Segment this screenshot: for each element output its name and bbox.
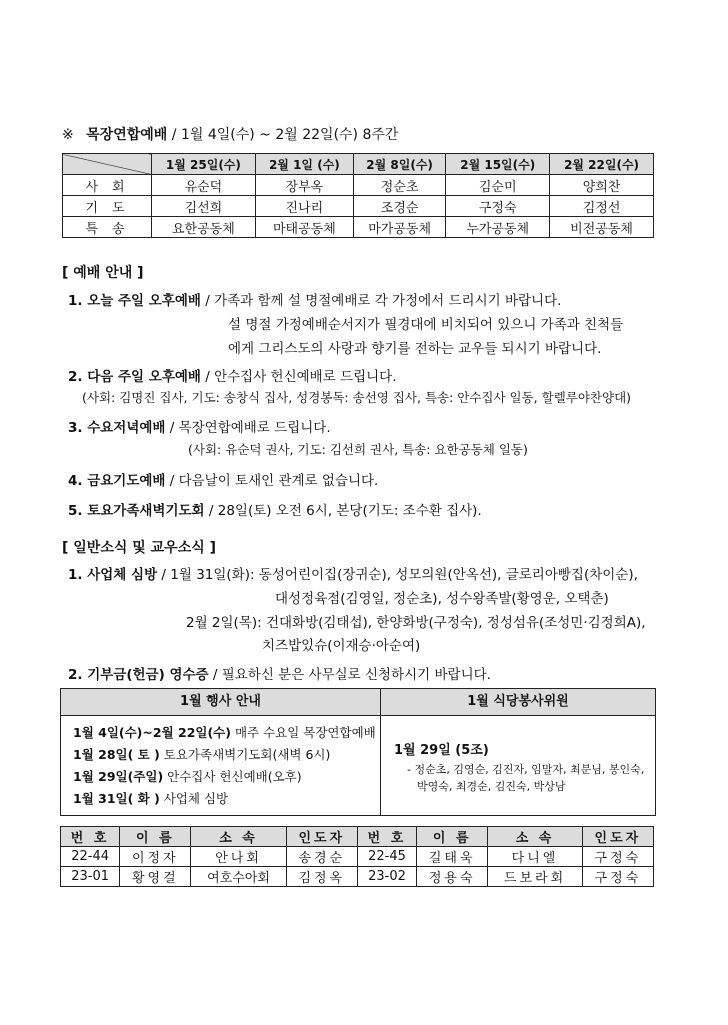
schedule-cell: 장부옥	[255, 175, 353, 196]
events-header: 1월 행사 안내	[61, 689, 380, 716]
roster-header: 인도자	[286, 827, 357, 847]
worship-item-3	[68, 416, 331, 436]
roster-cell: 드보라회	[488, 867, 582, 887]
news-item-1	[68, 563, 638, 583]
event-date: 1월 31일( 화 )	[73, 791, 160, 806]
roster-cell: 정용숙	[417, 867, 488, 887]
kitchen-date: 1월 29일 (5조)	[394, 743, 489, 758]
row-label: 사회	[63, 175, 152, 196]
event-item	[73, 789, 228, 807]
news-item-2-title: 2. 기부금(헌금) 영수증	[68, 667, 209, 683]
roster-cell: 길태욱	[417, 847, 488, 867]
worship-item-3-detail: (사회: 유순덕 권사, 기도: 김선희 권사, 특송: 요한공동체 일동)	[188, 442, 528, 457]
roster-cell: 여호수아회	[191, 867, 286, 887]
date-cell: 2월 8일(수)	[353, 154, 445, 175]
worship-item-3-title: 3. 수요저녁예배	[68, 420, 166, 436]
reference-mark: ※	[62, 127, 74, 143]
worship-item-2-text: / 안수집사 헌신예배로 드립니다.	[200, 369, 397, 385]
row-label: 특송	[63, 217, 152, 238]
row-label: 기도	[63, 196, 152, 217]
schedule-cell: 누가공동체	[446, 217, 550, 238]
events-box	[60, 688, 656, 816]
news-item-1-line2: 대성정육점(김영일, 정순초), 성수왕족발(황영운, 오택춘)	[275, 591, 609, 607]
event-item	[73, 767, 302, 785]
worship-heading: [ 예배 안내 ]	[62, 265, 144, 281]
news-item-2-text: / 필요하신 분은 사무실로 신청하시기 바랍니다.	[208, 667, 491, 683]
schedule-cell: 김선희	[152, 196, 256, 217]
roster-header: 이 름	[417, 827, 488, 847]
roster-cell: 구정숙	[582, 847, 653, 867]
worship-item-1	[68, 289, 561, 309]
event-item	[73, 745, 330, 763]
schedule-subtitle: / 1월 4일(수) ~ 2월 22일(수) 8주간	[167, 127, 399, 143]
roster-row	[61, 847, 654, 867]
worship-item-5-text: / 28일(토) 오전 6시, 본당(기도: 조수환 집사).	[204, 503, 482, 519]
worship-item-4	[68, 469, 378, 489]
roster-cell: 23-01	[61, 867, 120, 887]
event-desc: 안수집사 헌신예배(오후)	[163, 769, 302, 784]
news-heading: [ 일반소식 및 교우소식 ]	[62, 540, 217, 556]
event-desc: 사업체 심방	[159, 791, 229, 806]
roster-cell: 송경순	[286, 847, 357, 867]
worship-item-2	[68, 365, 397, 385]
roster-header: 번 호	[61, 827, 120, 847]
roster-cell: 이정자	[120, 847, 191, 867]
event-date: 1월 29일(주일)	[73, 769, 164, 784]
worship-item-3-text: / 목장연합예배로 드립니다.	[165, 420, 331, 436]
roster-cell: 23-02	[357, 867, 416, 887]
worship-item-1-line3: 에게 그리스도의 사랑과 향기를 전하는 교우들 되시기 바랍니다.	[228, 341, 602, 357]
worship-item-4-title: 4. 금요기도예배	[68, 473, 166, 489]
schedule-title-text: 목장연합예배	[86, 127, 168, 143]
roster-row	[61, 867, 654, 887]
worship-item-5	[68, 499, 482, 519]
kitchen-header: 1월 식당봉사위원	[381, 689, 655, 716]
event-desc: 매주 수요일 목장연합예배	[230, 725, 376, 740]
roster-cell: 구정숙	[582, 867, 653, 887]
worship-item-1-text: / 가족과 함께 설 명절예배로 각 가정에서 드리시기 바랍니다.	[200, 293, 562, 309]
diagonal-corner-cell	[63, 154, 152, 175]
worship-item-1-title: 1. 오늘 주일 오후예배	[68, 293, 201, 309]
roster-header: 소 속	[191, 827, 286, 847]
roster-cell: 22-45	[357, 847, 416, 867]
worship-item-5-title: 5. 토요가족새벽기도회	[68, 503, 205, 519]
schedule-title	[62, 124, 398, 144]
schedule-cell: 정순초	[353, 175, 445, 196]
roster-cell: 22-44	[61, 847, 120, 867]
news-item-1-line3: 2월 2일(목): 건대화방(김태섭), 한양화방(구정숙), 정성섬유(조성민·김정희A),	[186, 615, 646, 631]
event-date: 1월 4일(수)~2월 22일(수)	[73, 725, 231, 740]
event-date: 1월 28일( 토 )	[73, 747, 160, 762]
news-item-1-line4: 치즈밥있슈(이재승·아순여)	[262, 638, 421, 654]
schedule-cell: 진나리	[255, 196, 353, 217]
news-item-1-text: / 1월 31일(화): 동성어린이집(장귀순), 성모의원(안옥선), 글로리아빵집(차이순),	[157, 567, 638, 583]
event-desc: 토요가족새벽기도회(새벽 6시)	[159, 747, 331, 762]
schedule-cell: 김정선	[550, 196, 654, 217]
schedule-header-row	[63, 154, 654, 175]
roster-cell: 김정옥	[286, 867, 357, 887]
roster-header: 인도자	[582, 827, 653, 847]
schedule-cell: 조경순	[353, 196, 445, 217]
roster-header-row	[61, 827, 654, 847]
schedule-row-special-song	[63, 217, 654, 238]
schedule-cell: 마가공동체	[353, 217, 445, 238]
news-item-2	[68, 663, 491, 683]
schedule-cell: 마태공동체	[255, 217, 353, 238]
news-item-1-title: 1. 사업체 심방	[68, 567, 158, 583]
kitchen-members-line1: - 정순초, 김영순, 김진자, 임말자, 최분님, 봉인숙,	[407, 763, 645, 776]
schedule-cell: 양희찬	[550, 175, 654, 196]
date-cell: 1월 25일(수)	[152, 154, 256, 175]
roster-table	[60, 826, 654, 887]
worship-item-4-text: / 다음날이 토새인 관계로 없습니다.	[165, 473, 379, 489]
event-item	[73, 723, 376, 741]
worship-item-1-line2: 설 명절 가정예배순서지가 필경대에 비치되어 있으니 가족과 친척들	[228, 317, 624, 333]
roster-cell: 다니엘	[488, 847, 582, 867]
schedule-table	[62, 153, 654, 238]
date-cell: 2월 22일(수)	[550, 154, 654, 175]
schedule-cell: 유순덕	[152, 175, 256, 196]
date-cell: 2월 1일 (수)	[255, 154, 353, 175]
schedule-cell: 비전공동체	[550, 217, 654, 238]
roster-cell: 안나회	[191, 847, 286, 867]
worship-item-2-detail: (사회: 김명진 집사, 기도: 송창식 집사, 성경봉독: 송선영 집사, 특송: 안수집사 일동, 할렐루야찬양대)	[82, 390, 632, 405]
worship-item-2-title: 2. 다음 주일 오후예배	[68, 369, 201, 385]
schedule-cell: 요한공동체	[152, 217, 256, 238]
roster-header: 이 름	[120, 827, 191, 847]
schedule-row-host	[63, 175, 654, 196]
schedule-cell: 구정숙	[446, 196, 550, 217]
schedule-cell: 김순미	[446, 175, 550, 196]
kitchen-members-line2: 박영숙, 최경순, 김진숙, 박상남	[417, 780, 566, 793]
roster-cell: 황영걸	[120, 867, 191, 887]
date-cell: 2월 15일(수)	[446, 154, 550, 175]
roster-header: 소 속	[488, 827, 582, 847]
schedule-row-prayer	[63, 196, 654, 217]
roster-header: 번 호	[357, 827, 416, 847]
box-divider	[380, 689, 381, 815]
